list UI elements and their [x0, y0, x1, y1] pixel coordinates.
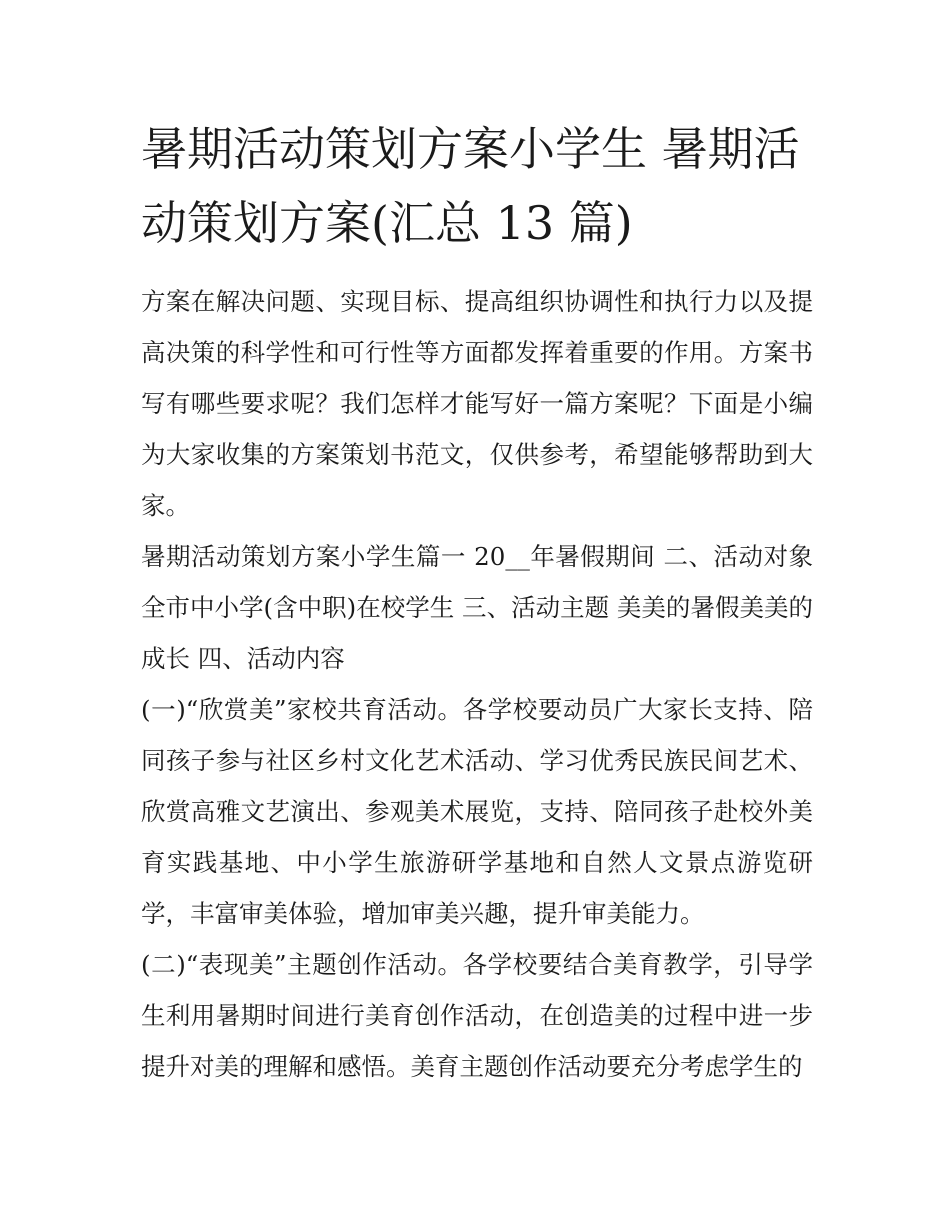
paragraph-express-beauty: (二)“表现美”主题创作活动。各学校要结合美育教学，引导学生利用暑期时间进行美育创作活动，在创造美的过程中进一步提升对美的理解和感悟。美育主题创作活动要充分考虑学生的 — [141, 950, 813, 1081]
document-body — [141, 112, 813, 1092]
document-title: 暑期活动策划方案小学生 暑期活动策划方案(汇总 13 篇) — [141, 122, 800, 250]
paragraph-intro: 方案在解决问题、实现目标、提高组织协调性和执行力以及提高决策的科学性和可行性等方面都发挥着重要的作用。方案书写有哪些要求呢？我们怎样才能写好一篇方案呢？下面是小编为大家收集的方案策划书范文，仅供参考，希望能够帮助到大家。 — [141, 287, 813, 520]
paragraph-appreciate-beauty: (一)“欣赏美”家校共育活动。各学校要动员广大家长支持、陪同孩子参与社区乡村文化艺术活动、学习优秀民族民间艺术、欣赏高雅文艺演出、参观美术展览，支持、陪同孩子赴校外美育实践基地、中小学生旅游研学基地和自然人文景点游览研学，丰富审美体验，增加审美兴趣，提升审美能力。 — [141, 695, 813, 928]
paragraph-plan-one: 暑期活动策划方案小学生篇一 20__年暑假期间 二、活动对象 全市中小学(含中职)在校学生 三、活动主题 美美的暑假美美的成长 四、活动内容 — [141, 542, 813, 673]
